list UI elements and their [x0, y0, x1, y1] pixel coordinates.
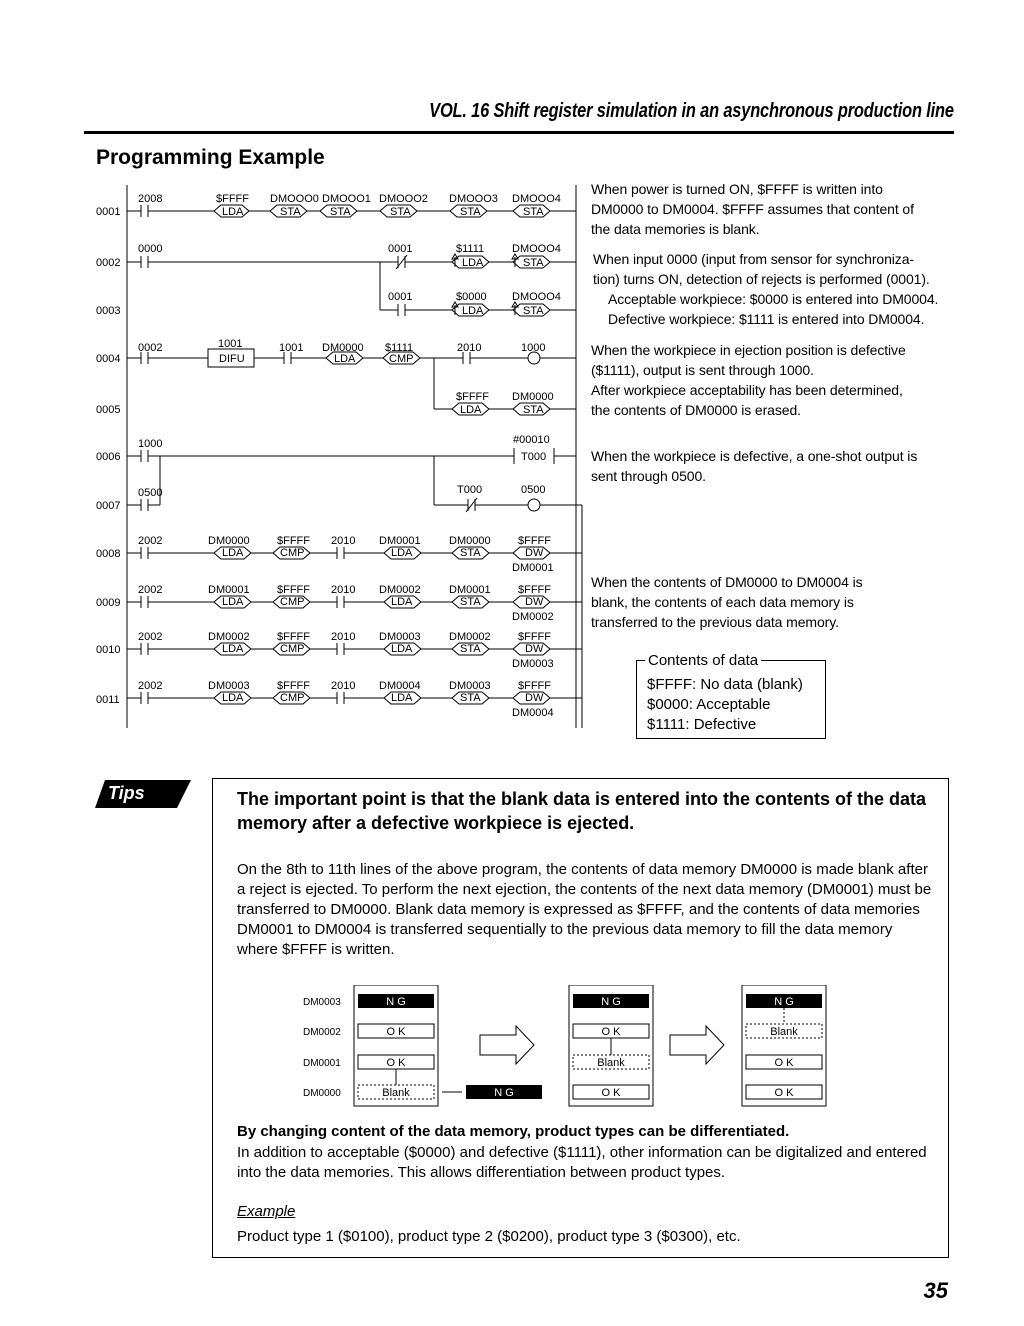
operand-label: DM0000: [512, 391, 554, 403]
cell-blank: Blank: [770, 1026, 798, 1038]
contact-label: 2002: [138, 631, 163, 643]
instruction-label: STA: [390, 206, 411, 218]
rung-number: 0002: [96, 257, 121, 269]
instruction-label: LDA: [391, 547, 413, 559]
operand-label: $FFFF: [277, 680, 310, 692]
note-line: Acceptable workpiece: $0000 is entered into DM0004.: [608, 291, 939, 307]
operand-label: $FFFF: [277, 631, 310, 643]
contact-label: 2002: [138, 584, 163, 596]
rung-number: 0007: [96, 500, 121, 512]
note-line: ($1111), output is sent through 1000.: [591, 362, 814, 378]
note-power-on: [591, 179, 914, 239]
instruction-label: STA: [523, 305, 544, 317]
instruction-label: STA: [460, 643, 481, 655]
note-ejection: [591, 340, 906, 420]
contact-label: 2002: [138, 535, 163, 547]
operand-label: DM0003: [449, 680, 491, 692]
note-sync-input: [593, 249, 938, 329]
page-number: 35: [923, 1278, 948, 1303]
instruction-label: LDA: [222, 547, 244, 559]
instruction-label: STA: [330, 206, 351, 218]
operand-label: DM0002: [208, 631, 250, 643]
operand-label: $FFFF: [277, 584, 310, 596]
note-line: tion) turns ON, detection of rejects is performed (0001).: [593, 271, 930, 287]
contact-label: 2010: [331, 631, 356, 643]
rung-number: 0008: [96, 548, 121, 560]
note-transfer: [591, 572, 862, 632]
instruction-label: CMP: [280, 596, 305, 608]
cell-blank: Blank: [382, 1087, 410, 1099]
operand-label: DM0001: [379, 535, 421, 547]
operand-label: $FFFF: [518, 535, 551, 547]
diagram-row-labels: [303, 997, 341, 1099]
operand-label: DM0003: [208, 680, 250, 692]
row-label: DM0000: [303, 1088, 341, 1099]
differentiation-heading: By changing content of the data memory, product types can be differentiated.: [237, 1123, 790, 1140]
operand-label: DMOOO4: [512, 291, 561, 303]
shift-arrow-1: [480, 1026, 534, 1064]
instruction-label: DW: [525, 643, 544, 655]
operand-label: $FFFF: [277, 535, 310, 547]
cell-ng: N G: [774, 996, 794, 1008]
instruction-label: LDA: [391, 692, 413, 704]
instruction-label: LDA: [222, 643, 244, 655]
operand-label: DMOOO4: [512, 243, 561, 255]
contact-label: 2010: [457, 342, 482, 354]
example-body: Product type 1 ($0100), product type 2 ($0200), product type 3 ($0300), etc.: [237, 1228, 741, 1245]
rung-number: 0001: [96, 206, 121, 218]
contact-label: 2010: [331, 535, 356, 547]
instruction-label: DW: [525, 547, 544, 559]
note-line: When input 0000 (input from sensor for synchroniza-: [593, 251, 914, 267]
instruction-label: CMP: [280, 692, 305, 704]
operand-label: $0000: [456, 291, 487, 303]
legend-item: $FFFF: No data (blank): [647, 676, 803, 693]
instruction-label: CMP: [280, 547, 305, 559]
instruction-label: CMP: [389, 353, 414, 365]
legend-item: $1111: Defective: [647, 716, 757, 733]
instruction-label: LDA: [391, 643, 413, 655]
contents-of-data-legend: [636, 652, 826, 739]
instruction-label: STA: [523, 257, 544, 269]
operand-label: $FFFF: [518, 584, 551, 596]
contact-label: 2010: [331, 680, 356, 692]
operand-label: DMOOO2: [379, 193, 428, 205]
rung-number: 0006: [96, 451, 121, 463]
rung-2-3-labels: [138, 243, 561, 317]
cell-ng: N G: [601, 996, 621, 1008]
note-line: After workpiece acceptability has been determined,: [591, 382, 903, 398]
operand-label: $FFFF: [216, 193, 249, 205]
instruction-label: STA: [523, 206, 544, 218]
instruction-label: LDA: [222, 596, 244, 608]
legend-item: $0000: Acceptable: [647, 696, 771, 713]
cell-ok: O K: [774, 1057, 794, 1069]
instruction-label: STA: [280, 206, 301, 218]
instruction-label: STA: [460, 692, 481, 704]
instruction-label: STA: [460, 547, 481, 559]
instruction-label: LDA: [462, 257, 484, 269]
rung-1-labels: [138, 193, 561, 218]
rung-6-7-labels: [138, 434, 550, 499]
contact-label: 1001: [279, 342, 304, 354]
instruction-label: STA: [460, 206, 481, 218]
coil-label: 1000: [521, 342, 546, 354]
coil-label: 0500: [521, 484, 546, 496]
operand-label: $FFFF: [456, 391, 489, 403]
rung-number: 0010: [96, 644, 121, 656]
row-label: DM0002: [303, 1027, 341, 1038]
operand-label: $FFFF: [518, 631, 551, 643]
rung-number: 0003: [96, 305, 121, 317]
operand-label: $FFFF: [518, 680, 551, 692]
cell-ok: O K: [774, 1087, 794, 1099]
rung-number: 0005: [96, 404, 121, 416]
operand-label: DM0004: [512, 707, 554, 719]
instruction-label: LDA: [460, 404, 482, 416]
cell-ng: N G: [386, 996, 406, 1008]
tips-badge-label: Tips: [108, 783, 145, 803]
rung-11-labels: [138, 680, 554, 719]
contact-label: 0500: [138, 487, 163, 499]
row-label: DM0003: [303, 997, 341, 1008]
cell-ok: O K: [601, 1087, 621, 1099]
example-label: Example: [237, 1203, 296, 1220]
contact-label: 2008: [138, 193, 163, 205]
operand-label: DMOOO0: [270, 193, 319, 205]
note-line: Defective workpiece: $1111 is entered into DM0004.: [608, 311, 925, 327]
operand-label: DM0004: [379, 680, 421, 692]
operand-label: DM0001: [449, 584, 491, 596]
note-line: the data memories is blank.: [591, 221, 760, 237]
instruction-label: DIFU: [219, 353, 245, 365]
rung-10-labels: [138, 631, 554, 670]
operand-label: DMOOO4: [512, 193, 561, 205]
ladder-lines: [127, 185, 582, 728]
legend-title: Contents of data: [645, 652, 761, 669]
cell-ok: O K: [386, 1057, 406, 1069]
instruction-label: STA: [523, 404, 544, 416]
operand-label: DM0002: [512, 611, 554, 623]
tips-body: On the 8th to 11th lines of the above program, the contents of data memory DM0000 is made blank after a reject is ejected. To perform the next ejection, the contents of the next data memory (DM0001) must be transferred to DM0000. Blank data memory is expressed as $FFFF, and the contents of data memories DM0001 to DM0004 is transferred sequentially to the previous data memory to fill the data memory where $FFFF is written.: [237, 861, 932, 958]
rung-number: 0011: [96, 694, 120, 706]
rung-8-labels: [138, 535, 554, 574]
note-line: When the workpiece is defective, a one-shot output is: [591, 448, 918, 464]
operand-label: DM0002: [449, 631, 491, 643]
operand-label: 1001: [218, 338, 243, 350]
rung-9-labels: [138, 584, 554, 623]
contact-label: 2002: [138, 680, 163, 692]
instruction-label: CMP: [280, 643, 305, 655]
rung-number: 0009: [96, 597, 121, 609]
instruction-label: DW: [525, 596, 544, 608]
note-line: blank, the contents of each data memory is: [591, 594, 854, 610]
operand-label: DM0001: [512, 562, 554, 574]
differentiation-body: In addition to acceptable ($0000) and defective ($1111), other information can be digitalized and entered into the data memories. This allows differentiation between product types.: [237, 1144, 927, 1181]
timer-setting: #00010: [513, 434, 550, 446]
contact-label: T000: [457, 484, 483, 496]
operand-label: DM0000: [208, 535, 250, 547]
note-line: When the contents of DM0000 to DM0004 is: [591, 574, 863, 590]
operand-label: DM0000: [322, 342, 364, 354]
timer-label: T000: [521, 451, 547, 463]
cell-ok: O K: [386, 1026, 406, 1038]
instruction-label: LDA: [222, 206, 244, 218]
contact-label: 1000: [138, 438, 163, 450]
cell-blank: Blank: [597, 1057, 625, 1069]
operand-label: DMOOO3: [449, 193, 498, 205]
shift-arrow-2: [670, 1026, 724, 1064]
rung-4-5-labels: [138, 338, 554, 416]
operand-label: DM0000: [449, 535, 491, 547]
contact-label: 0002: [138, 342, 163, 354]
section-title: Programming Example: [96, 146, 325, 169]
operand-label: $1111: [456, 243, 485, 255]
rung-number: 0004: [96, 353, 121, 365]
data-memory-shift-diagram: [290, 985, 850, 1110]
contact-label: 2010: [331, 584, 356, 596]
contact-label: 0001: [388, 243, 413, 255]
note-line: the contents of DM0000 is erased.: [591, 402, 801, 418]
contact-label: 0000: [138, 243, 163, 255]
operand-label: DM0003: [512, 658, 554, 670]
rung-numbers: [96, 206, 120, 706]
note-line: DM0000 to DM0004. $FFFF assumes that content of: [591, 201, 914, 217]
note-line: When the workpiece in ejection position is defective: [591, 342, 906, 358]
tips-heading: The important point is that the blank data is entered into the contents of the data memory after a defective workpiece is ejected.: [237, 789, 927, 833]
stage-after: [742, 985, 826, 1106]
note-line: sent through 0500.: [591, 468, 706, 484]
operand-label: DMOOO1: [322, 193, 371, 205]
instruction-label: LDA: [391, 596, 413, 608]
note-one-shot: [591, 446, 917, 486]
instruction-label: STA: [460, 596, 481, 608]
operand-label: DM0001: [208, 584, 250, 596]
note-line: transferred to the previous data memory.: [591, 614, 839, 630]
ejected-ng: N G: [494, 1087, 514, 1099]
operand-label: DM0003: [379, 631, 421, 643]
instruction-label: LDA: [462, 305, 484, 317]
row-label: DM0001: [303, 1058, 341, 1069]
contact-label: 0001: [388, 291, 413, 303]
instruction-label: LDA: [222, 692, 244, 704]
stage-middle: [569, 985, 653, 1106]
cell-ok: O K: [601, 1026, 621, 1038]
instruction-label: LDA: [334, 353, 356, 365]
note-line: When power is turned ON, $FFFF is written into: [591, 181, 883, 197]
instruction-label: DW: [525, 692, 544, 704]
operand-label: DM0002: [379, 584, 421, 596]
document-header-title: VOL. 16 Shift register simulation in an asynchronous production line: [429, 100, 954, 122]
operand-label: $1111: [385, 342, 414, 354]
